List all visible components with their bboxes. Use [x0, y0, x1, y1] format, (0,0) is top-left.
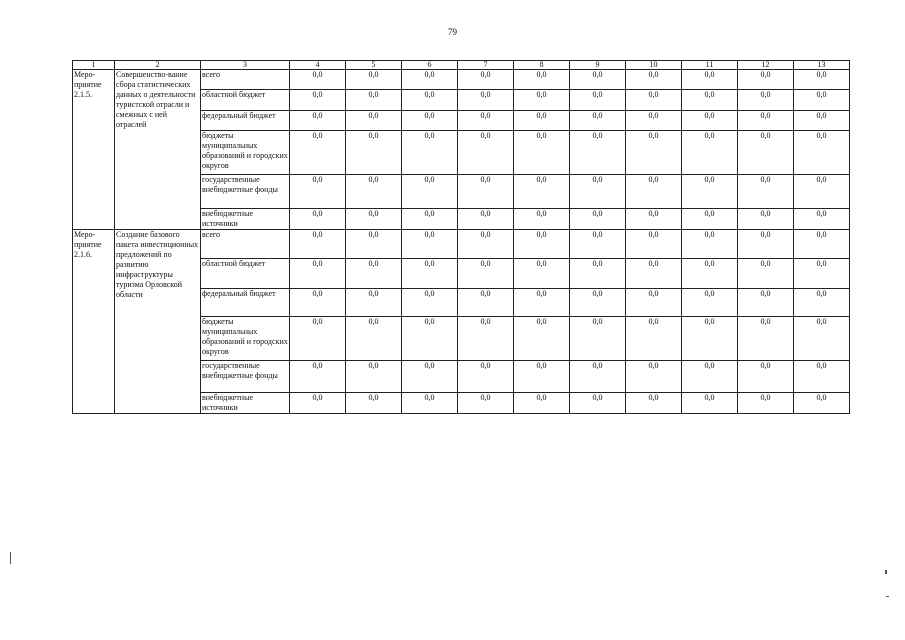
value-cell: 0,0 — [570, 175, 626, 209]
value-cell: 0,0 — [738, 111, 794, 131]
value-cell: 0,0 — [346, 259, 402, 289]
value-cell: 0,0 — [514, 90, 570, 111]
value-cell: 0,0 — [794, 393, 850, 414]
value-cell: 0,0 — [626, 259, 682, 289]
value-cell: 0,0 — [626, 361, 682, 393]
funding-source-cell: всего — [201, 70, 290, 90]
value-cell: 0,0 — [290, 230, 346, 259]
value-cell: 0,0 — [682, 90, 738, 111]
value-cell: 0,0 — [290, 175, 346, 209]
value-cell: 0,0 — [738, 209, 794, 230]
description-cell: Совершенство-вание сбора статистических данных о деятельности туристской отрасли и смежных с ней отраслей — [115, 70, 201, 230]
value-cell: 0,0 — [346, 230, 402, 259]
value-cell: 0,0 — [346, 209, 402, 230]
value-cell: 0,0 — [738, 175, 794, 209]
value-cell: 0,0 — [290, 393, 346, 414]
value-cell: 0,0 — [290, 289, 346, 317]
value-cell: 0,0 — [626, 393, 682, 414]
value-cell: 0,0 — [794, 175, 850, 209]
value-cell: 0,0 — [290, 317, 346, 361]
value-cell: 0,0 — [514, 175, 570, 209]
value-cell: 0,0 — [682, 317, 738, 361]
funding-source-cell: государственные внебюджетные фонды — [201, 361, 290, 393]
measure-cell: Меро-приятие 2.1.5. — [73, 70, 115, 230]
value-cell: 0,0 — [290, 131, 346, 175]
value-cell: 0,0 — [626, 289, 682, 317]
value-cell: 0,0 — [402, 90, 458, 111]
table-body — [73, 70, 850, 414]
value-cell: 0,0 — [626, 90, 682, 111]
value-cell: 0,0 — [458, 393, 514, 414]
value-cell: 0,0 — [458, 259, 514, 289]
value-cell: 0,0 — [514, 209, 570, 230]
value-cell: 0,0 — [738, 361, 794, 393]
value-cell: 0,0 — [570, 70, 626, 90]
value-cell: 0,0 — [794, 230, 850, 259]
value-cell: 0,0 — [458, 70, 514, 90]
value-cell: 0,0 — [402, 259, 458, 289]
value-cell: 0,0 — [794, 259, 850, 289]
scan-mark — [885, 570, 887, 574]
value-cell: 0,0 — [794, 209, 850, 230]
header-cell: 2 — [115, 61, 201, 70]
value-cell: 0,0 — [682, 230, 738, 259]
value-cell: 0,0 — [290, 259, 346, 289]
value-cell: 0,0 — [402, 209, 458, 230]
value-cell: 0,0 — [682, 361, 738, 393]
value-cell: 0,0 — [626, 317, 682, 361]
value-cell: 0,0 — [794, 361, 850, 393]
value-cell: 0,0 — [290, 70, 346, 90]
value-cell: 0,0 — [570, 259, 626, 289]
header-cell: 3 — [201, 61, 290, 70]
header-cell: 12 — [738, 61, 794, 70]
value-cell: 0,0 — [290, 209, 346, 230]
value-cell: 0,0 — [346, 111, 402, 131]
value-cell: 0,0 — [738, 317, 794, 361]
funding-source-cell: федеральный бюджет — [201, 289, 290, 317]
funding-source-cell: бюджеты муниципальных образований и городских округов — [201, 317, 290, 361]
value-cell: 0,0 — [682, 209, 738, 230]
value-cell: 0,0 — [738, 289, 794, 317]
value-cell: 0,0 — [738, 131, 794, 175]
value-cell: 0,0 — [346, 175, 402, 209]
value-cell: 0,0 — [514, 317, 570, 361]
value-cell: 0,0 — [346, 361, 402, 393]
funding-source-cell: областной бюджет — [201, 90, 290, 111]
value-cell: 0,0 — [346, 90, 402, 111]
value-cell: 0,0 — [514, 259, 570, 289]
header-cell: 7 — [458, 61, 514, 70]
value-cell: 0,0 — [290, 90, 346, 111]
value-cell: 0,0 — [794, 289, 850, 317]
description-cell: Создание базового пакета инвестиционных предложений по развитию инфраструктуры туризма Орловской области — [115, 230, 201, 414]
header-row — [73, 61, 850, 70]
value-cell: 0,0 — [290, 111, 346, 131]
value-cell: 0,0 — [458, 317, 514, 361]
value-cell: 0,0 — [402, 175, 458, 209]
value-cell: 0,0 — [738, 90, 794, 111]
value-cell: 0,0 — [682, 111, 738, 131]
header-cell: 4 — [290, 61, 346, 70]
value-cell: 0,0 — [514, 361, 570, 393]
value-cell: 0,0 — [346, 131, 402, 175]
value-cell: 0,0 — [514, 111, 570, 131]
value-cell: 0,0 — [626, 175, 682, 209]
value-cell: 0,0 — [514, 70, 570, 90]
value-cell: 0,0 — [346, 70, 402, 90]
value-cell: 0,0 — [794, 111, 850, 131]
value-cell: 0,0 — [402, 289, 458, 317]
table-row — [73, 70, 850, 90]
funding-source-cell: всего — [201, 230, 290, 259]
value-cell: 0,0 — [402, 70, 458, 90]
header-cell: 11 — [682, 61, 738, 70]
value-cell: 0,0 — [346, 317, 402, 361]
value-cell: 0,0 — [514, 230, 570, 259]
value-cell: 0,0 — [458, 209, 514, 230]
value-cell: 0,0 — [570, 111, 626, 131]
value-cell: 0,0 — [290, 361, 346, 393]
header-cell: 1 — [73, 61, 115, 70]
table-row — [73, 230, 850, 259]
value-cell: 0,0 — [402, 131, 458, 175]
value-cell: 0,0 — [682, 289, 738, 317]
funding-source-cell: федеральный бюджет — [201, 111, 290, 131]
value-cell: 0,0 — [794, 90, 850, 111]
value-cell: 0,0 — [570, 361, 626, 393]
value-cell: 0,0 — [570, 317, 626, 361]
header-cell: 6 — [402, 61, 458, 70]
value-cell: 0,0 — [682, 393, 738, 414]
header-cell: 9 — [570, 61, 626, 70]
value-cell: 0,0 — [626, 230, 682, 259]
funding-source-cell: областной бюджет — [201, 259, 290, 289]
value-cell: 0,0 — [626, 209, 682, 230]
value-cell: 0,0 — [458, 361, 514, 393]
value-cell: 0,0 — [682, 175, 738, 209]
header-cell: 10 — [626, 61, 682, 70]
value-cell: 0,0 — [570, 209, 626, 230]
value-cell: 0,0 — [682, 70, 738, 90]
value-cell: 0,0 — [626, 131, 682, 175]
value-cell: 0,0 — [458, 289, 514, 317]
value-cell: 0,0 — [402, 361, 458, 393]
value-cell: 0,0 — [682, 131, 738, 175]
value-cell: 0,0 — [570, 90, 626, 111]
value-cell: 0,0 — [570, 230, 626, 259]
value-cell: 0,0 — [794, 131, 850, 175]
page-number: 79 — [448, 27, 457, 37]
value-cell: 0,0 — [626, 70, 682, 90]
value-cell: 0,0 — [794, 317, 850, 361]
value-cell: 0,0 — [514, 393, 570, 414]
value-cell: 0,0 — [402, 317, 458, 361]
value-cell: 0,0 — [402, 393, 458, 414]
value-cell: 0,0 — [570, 289, 626, 317]
value-cell: 0,0 — [626, 111, 682, 131]
header-cell: 5 — [346, 61, 402, 70]
value-cell: 0,0 — [738, 70, 794, 90]
value-cell: 0,0 — [738, 230, 794, 259]
measure-cell: Меро-приятие 2.1.6. — [73, 230, 115, 414]
scan-mark — [886, 596, 889, 597]
value-cell: 0,0 — [458, 230, 514, 259]
funding-source-cell: внебюджетные источники — [201, 393, 290, 414]
funding-source-cell: бюджеты муниципальных образований и городских округов — [201, 131, 290, 175]
value-cell: 0,0 — [514, 131, 570, 175]
value-cell: 0,0 — [458, 175, 514, 209]
value-cell: 0,0 — [794, 70, 850, 90]
value-cell: 0,0 — [346, 289, 402, 317]
value-cell: 0,0 — [738, 259, 794, 289]
value-cell: 0,0 — [570, 131, 626, 175]
value-cell: 0,0 — [402, 230, 458, 259]
header-cell: 8 — [514, 61, 570, 70]
funding-source-cell: внебюджетные источники — [201, 209, 290, 230]
value-cell: 0,0 — [346, 393, 402, 414]
value-cell: 0,0 — [682, 259, 738, 289]
value-cell: 0,0 — [570, 393, 626, 414]
value-cell: 0,0 — [458, 131, 514, 175]
value-cell: 0,0 — [738, 393, 794, 414]
value-cell: 0,0 — [458, 90, 514, 111]
funding-source-cell: государственные внебюджетные фонды — [201, 175, 290, 209]
budget-table — [72, 60, 850, 414]
value-cell: 0,0 — [514, 289, 570, 317]
scan-mark — [10, 552, 11, 564]
value-cell: 0,0 — [402, 111, 458, 131]
value-cell: 0,0 — [458, 111, 514, 131]
header-cell: 13 — [794, 61, 850, 70]
